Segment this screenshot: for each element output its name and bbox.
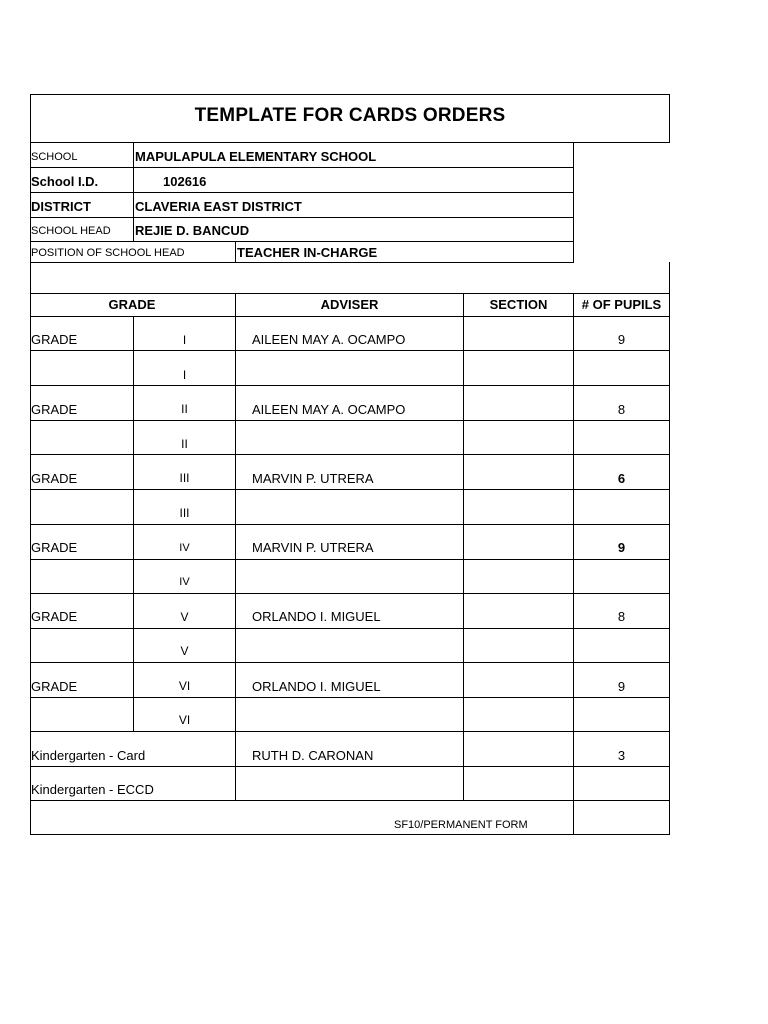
border-line <box>30 593 670 594</box>
border-line <box>573 142 574 263</box>
adviser-name: RUTH D. CARONAN <box>252 748 374 763</box>
row-label: GRADE <box>31 332 78 347</box>
border-line <box>30 662 670 663</box>
border-line <box>30 489 670 490</box>
border-line <box>30 731 670 732</box>
school-value: MAPULAPULA ELEMENTARY SCHOOL <box>135 149 377 164</box>
school-id-label: School I.D. <box>31 174 99 189</box>
adviser-name: MARVIN P. UTRERA <box>252 471 374 486</box>
row-label: GRADE <box>31 679 78 694</box>
row-label: Kindergarten - ECCD <box>31 782 154 797</box>
grade-header: GRADE <box>108 297 156 312</box>
border-line <box>30 293 670 294</box>
border-line <box>30 350 670 351</box>
border-line <box>30 217 574 218</box>
border-line <box>30 628 670 629</box>
border-line <box>30 559 670 560</box>
grade-level: I <box>182 333 187 347</box>
adviser-name: AILEEN MAY A. OCAMPO <box>252 402 406 417</box>
grade-level: II <box>181 402 188 416</box>
border-line <box>30 94 670 95</box>
border-line <box>30 766 670 767</box>
row-label: GRADE <box>31 540 78 555</box>
pupil-count: 6 <box>617 471 626 486</box>
border-line <box>30 385 670 386</box>
pupil-count: 9 <box>617 332 626 347</box>
border-line <box>30 316 670 317</box>
pupils-header: # OF PUPILS <box>581 297 662 312</box>
school-id-value: 102616 <box>163 174 207 189</box>
pupil-count: 8 <box>617 609 626 624</box>
row-label: GRADE <box>31 609 78 624</box>
adviser-name: AILEEN MAY A. OCAMPO <box>252 332 406 347</box>
border-line <box>30 192 574 193</box>
border-line <box>30 167 574 168</box>
school-head-value: REJIE D. BANCUD <box>135 223 250 238</box>
grade-level: IV <box>179 576 190 588</box>
border-line <box>30 262 574 263</box>
position-label: POSITION OF SCHOOL HEAD <box>31 247 185 259</box>
grade-level: III <box>179 506 190 520</box>
adviser-header: ADVISER <box>320 297 379 312</box>
border-line <box>669 262 670 835</box>
footer-note: SF10/PERMANENT FORM <box>394 819 528 831</box>
border-line <box>30 524 670 525</box>
adviser-name: ORLANDO I. MIGUEL <box>252 679 381 694</box>
position-value: TEACHER IN-CHARGE <box>237 245 378 260</box>
school-head-label: SCHOOL HEAD <box>31 225 111 237</box>
border-line <box>30 454 670 455</box>
adviser-name: ORLANDO I. MIGUEL <box>252 609 381 624</box>
border-line <box>133 142 134 242</box>
grade-level: IV <box>179 542 190 554</box>
grade-level: III <box>179 471 190 485</box>
district-value: CLAVERIA EAST DISTRICT <box>135 199 302 214</box>
grade-level: I <box>182 368 187 382</box>
border-line <box>235 241 236 263</box>
grade-level: VI <box>178 679 191 693</box>
page-title: TEMPLATE FOR CARDS ORDERS <box>194 105 506 126</box>
adviser-name: MARVIN P. UTRERA <box>252 540 374 555</box>
pupil-count: 9 <box>617 679 626 694</box>
border-line <box>30 420 670 421</box>
border-line <box>235 293 236 801</box>
district-label: DISTRICT <box>31 199 91 214</box>
pupil-count: 9 <box>617 540 626 555</box>
pupil-count: 3 <box>617 748 626 763</box>
section-header: SECTION <box>489 297 548 312</box>
border-line <box>30 800 670 801</box>
border-line <box>30 241 574 242</box>
row-label: GRADE <box>31 402 78 417</box>
grade-level: V <box>180 610 189 624</box>
school-label: SCHOOL <box>31 151 78 163</box>
grade-level: VI <box>178 713 191 727</box>
pupil-count: 8 <box>617 402 626 417</box>
border-line <box>30 834 670 835</box>
border-line <box>30 142 670 143</box>
grade-level: V <box>180 644 189 658</box>
grade-level: II <box>181 437 188 451</box>
border-line <box>463 293 464 801</box>
row-label: Kindergarten - Card <box>31 748 146 763</box>
row-label: GRADE <box>31 471 78 486</box>
border-line <box>30 697 670 698</box>
